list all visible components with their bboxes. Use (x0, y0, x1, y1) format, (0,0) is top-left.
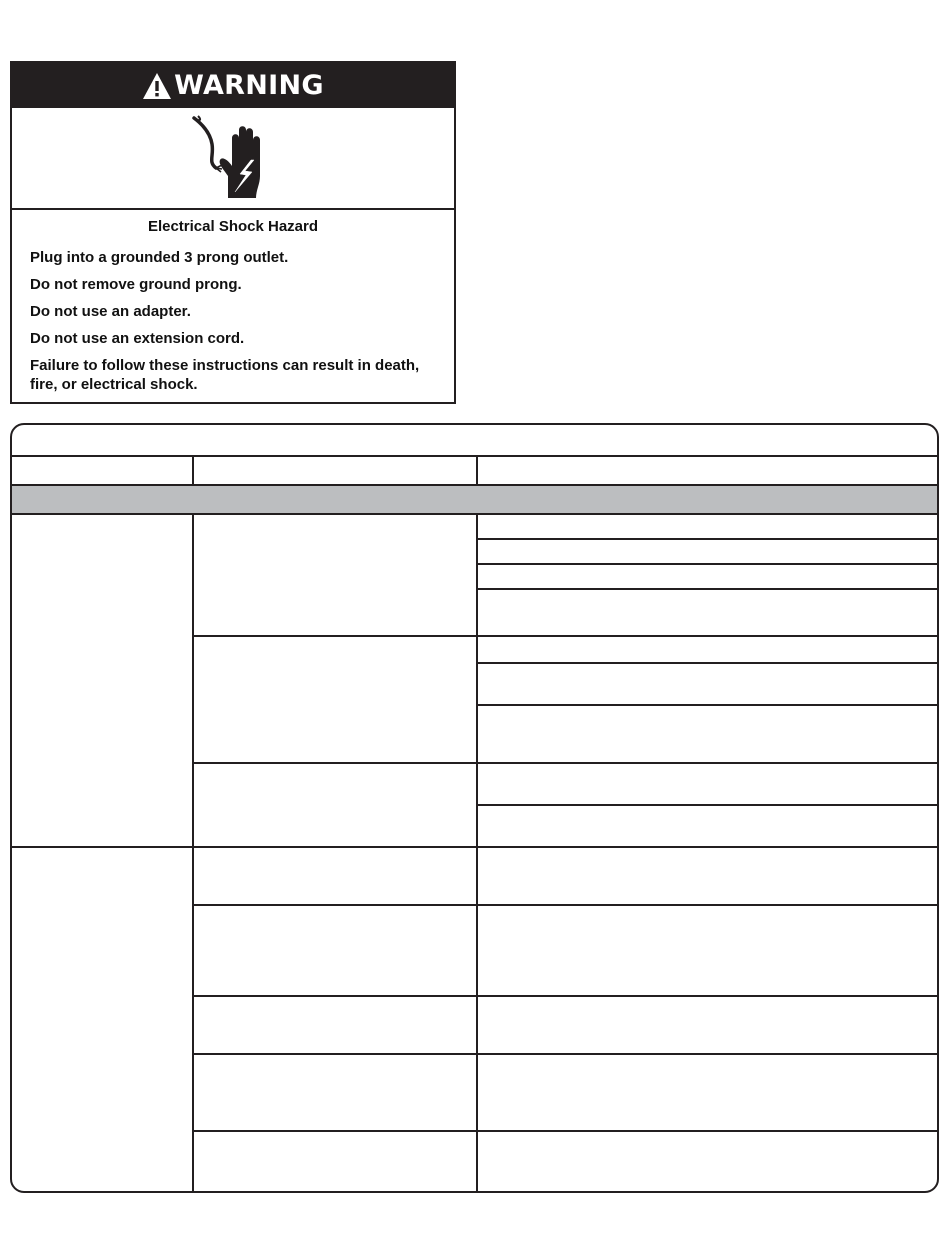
section-divider (12, 513, 937, 515)
warning-body (12, 210, 454, 394)
warning-header (12, 63, 454, 108)
warning-label (10, 61, 456, 404)
column-divider (476, 457, 478, 485)
row-divider (478, 538, 937, 540)
column-header-solution (478, 457, 938, 485)
warning-line: Do not remove ground prong. (30, 276, 242, 293)
warning-triangle-icon (142, 71, 172, 101)
row-divider (478, 588, 937, 590)
column-divider (192, 457, 194, 485)
warning-line: Do not use an extension cord. (30, 330, 245, 347)
section-band (12, 486, 937, 513)
warning-line: Failure to follow these instructions can result in death, fire, or electrical shock. (30, 357, 420, 393)
row-divider (194, 904, 937, 906)
row-divider (194, 635, 937, 637)
problem-divider (12, 846, 937, 848)
row-divider (478, 563, 937, 565)
column-divider (192, 515, 194, 1193)
warning-title: WARNING (174, 70, 324, 101)
row-divider (194, 1130, 937, 1132)
row-divider (478, 662, 937, 664)
troubleshooting-table (10, 423, 939, 1193)
warning-line: Do not use an adapter. (30, 303, 191, 320)
row-divider (194, 1053, 937, 1055)
column-header-cause (194, 457, 476, 485)
warning-icon-area (12, 108, 454, 210)
electrical-shock-hand-icon (188, 114, 278, 202)
column-divider (476, 515, 478, 1193)
hazard-title: Electrical Shock Hazard (147, 218, 319, 235)
row-divider (194, 995, 937, 997)
warning-line: Plug into a grounded 3 prong outlet. (30, 249, 289, 266)
row-divider (478, 704, 937, 706)
row-divider (478, 804, 937, 806)
column-header-problem (12, 457, 192, 485)
row-divider (194, 762, 937, 764)
